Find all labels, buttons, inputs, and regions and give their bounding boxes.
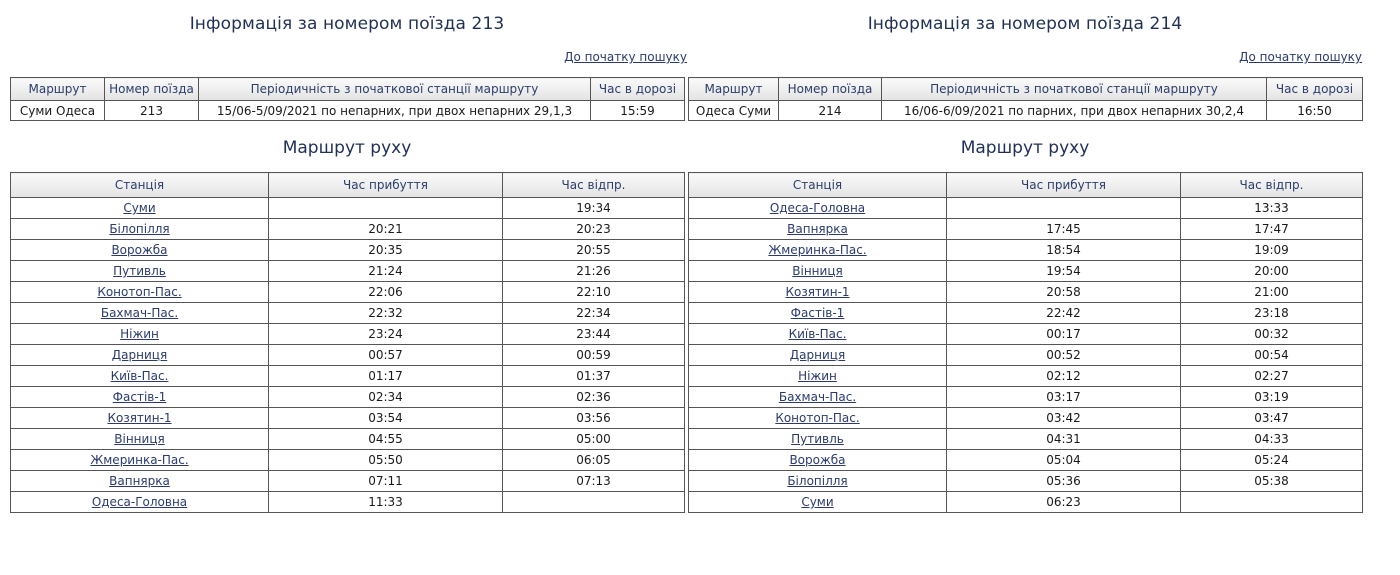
departure-time-cell: 02:36 <box>503 387 685 408</box>
station-cell <box>11 387 269 408</box>
arrival-time-cell: 20:58 <box>947 282 1181 303</box>
departure-time-cell: 21:00 <box>1181 282 1363 303</box>
departure-time-cell: 04:33 <box>1181 429 1363 450</box>
arrival-time-cell: 04:55 <box>269 429 503 450</box>
station-cell <box>689 198 947 219</box>
arrival-time-cell: 01:17 <box>269 366 503 387</box>
station-link[interactable]: Фастів-1 <box>790 306 845 320</box>
departure-time-cell: 07:13 <box>503 471 685 492</box>
table-row <box>11 101 685 121</box>
station-cell <box>11 450 269 471</box>
station-cell <box>11 240 269 261</box>
arrival-time-cell: 00:17 <box>947 324 1181 345</box>
table-row <box>689 429 1363 450</box>
departure-time-cell: 03:19 <box>1181 387 1363 408</box>
departure-time-cell: 22:34 <box>503 303 685 324</box>
departure-time-cell: 00:54 <box>1181 345 1363 366</box>
table-row <box>11 324 685 345</box>
table-row <box>11 303 685 324</box>
station-link[interactable]: Путивль <box>113 264 166 278</box>
column-header-travel-time: Час в дорозі <box>591 78 685 101</box>
station-link[interactable]: Вапнярка <box>787 222 848 236</box>
arrival-time-cell: 18:54 <box>947 240 1181 261</box>
column-header-station: Станція <box>689 173 947 198</box>
column-header-departure: Час відпр. <box>503 173 685 198</box>
arrival-time-cell: 02:12 <box>947 366 1181 387</box>
station-cell <box>689 240 947 261</box>
station-link[interactable]: Жмеринка-Пас. <box>90 453 189 467</box>
arrival-time-cell: 20:21 <box>269 219 503 240</box>
route-schedule-table <box>10 172 685 513</box>
station-cell <box>689 303 947 324</box>
table-row <box>689 219 1363 240</box>
arrival-time-cell: 19:54 <box>947 261 1181 282</box>
arrival-time-cell: 03:42 <box>947 408 1181 429</box>
arrival-time-cell: 05:50 <box>269 450 503 471</box>
station-cell <box>11 324 269 345</box>
column-header-route: Маршрут <box>689 78 779 101</box>
table-row <box>11 198 685 219</box>
station-cell <box>11 303 269 324</box>
table-row <box>689 282 1363 303</box>
station-cell <box>11 282 269 303</box>
station-link[interactable]: Путивль <box>791 432 844 446</box>
departure-time-cell: 05:38 <box>1181 471 1363 492</box>
departure-time-cell: 02:27 <box>1181 366 1363 387</box>
station-link[interactable]: Конотоп-Пас. <box>775 411 860 425</box>
station-link[interactable]: Дарниця <box>111 348 168 362</box>
station-cell <box>11 408 269 429</box>
station-cell <box>689 387 947 408</box>
arrival-time-cell: 02:34 <box>269 387 503 408</box>
station-cell <box>689 471 947 492</box>
station-link[interactable]: Ніжин <box>798 369 837 383</box>
departure-time-cell: 22:10 <box>503 282 685 303</box>
table-row <box>689 387 1363 408</box>
route-section-title: Маршрут руху <box>282 138 412 158</box>
column-header-periodicity: Періодичність з початкової станції маршруту <box>199 78 591 101</box>
arrival-time-cell: 00:52 <box>947 345 1181 366</box>
route-schedule-table <box>688 172 1363 513</box>
arrival-time-cell: 21:24 <box>269 261 503 282</box>
column-header-arrival: Час прибуття <box>269 173 503 198</box>
page-title: Інформація за номером поїзда 214 <box>867 14 1183 34</box>
table-row <box>689 366 1363 387</box>
station-link[interactable]: Фастів-1 <box>112 390 167 404</box>
station-link[interactable]: Ворожба <box>789 453 846 467</box>
arrival-time-cell: 20:35 <box>269 240 503 261</box>
column-header-departure: Час відпр. <box>1181 173 1363 198</box>
table-header-row <box>11 173 685 198</box>
column-header-periodicity: Періодичність з початкової станції маршруту <box>882 78 1267 101</box>
station-link[interactable]: Козятин-1 <box>785 285 850 299</box>
arrival-time-cell: 03:17 <box>947 387 1181 408</box>
station-cell <box>689 282 947 303</box>
departure-time-cell: 19:09 <box>1181 240 1363 261</box>
arrival-time-cell: 04:31 <box>947 429 1181 450</box>
table-row <box>11 408 685 429</box>
table-row <box>689 345 1363 366</box>
departure-time-cell: 20:23 <box>503 219 685 240</box>
departure-time-cell: 00:32 <box>1181 324 1363 345</box>
table-row <box>11 261 685 282</box>
train-number-cell: 213 <box>105 101 199 121</box>
table-row <box>11 219 685 240</box>
station-cell <box>11 345 269 366</box>
station-cell <box>689 219 947 240</box>
table-header-row <box>689 173 1363 198</box>
departure-time-cell: 19:34 <box>503 198 685 219</box>
table-row <box>11 366 685 387</box>
travel-time-cell: 16:50 <box>1267 101 1363 121</box>
station-cell <box>11 492 269 513</box>
table-row <box>11 282 685 303</box>
column-header-train-number: Номер поїзда <box>105 78 199 101</box>
back-to-search-link[interactable]: До початку пошуку <box>1239 50 1362 64</box>
departure-time-cell: 03:56 <box>503 408 685 429</box>
departure-time-cell: 23:44 <box>503 324 685 345</box>
arrival-time-cell: 07:11 <box>269 471 503 492</box>
table-row <box>689 303 1363 324</box>
route-cell: Суми Одеса <box>11 101 105 121</box>
travel-time-cell: 15:59 <box>591 101 685 121</box>
station-link[interactable]: Київ-Пас. <box>788 327 847 341</box>
train-info-table <box>688 77 1363 121</box>
table-row <box>689 471 1363 492</box>
station-cell <box>689 324 947 345</box>
station-link[interactable]: Козятин-1 <box>107 411 172 425</box>
station-link[interactable]: Ніжин <box>120 327 159 341</box>
station-cell <box>11 261 269 282</box>
departure-time-cell: 20:00 <box>1181 261 1363 282</box>
arrival-time-cell: 22:42 <box>947 303 1181 324</box>
departure-time-cell: 20:55 <box>503 240 685 261</box>
back-to-search-link[interactable]: До початку пошуку <box>564 50 687 64</box>
table-row <box>689 408 1363 429</box>
table-row <box>689 450 1363 471</box>
station-link[interactable]: Конотоп-Пас. <box>97 285 182 299</box>
station-cell <box>689 345 947 366</box>
station-link[interactable]: Ворожба <box>111 243 168 257</box>
station-link[interactable]: Білопілля <box>787 474 848 488</box>
arrival-time-cell: 05:04 <box>947 450 1181 471</box>
departure-time-cell <box>503 492 685 513</box>
route-section-title: Маршрут руху <box>960 138 1090 158</box>
station-cell <box>11 471 269 492</box>
station-link[interactable]: Одеса-Головна <box>769 201 866 215</box>
route-cell: Одеса Суми <box>689 101 779 121</box>
departure-time-cell: 13:33 <box>1181 198 1363 219</box>
table-row <box>11 345 685 366</box>
arrival-time-cell: 22:06 <box>269 282 503 303</box>
table-row <box>11 492 685 513</box>
column-header-station: Станція <box>11 173 269 198</box>
station-link[interactable]: Вінниця <box>114 432 165 446</box>
station-cell <box>11 198 269 219</box>
column-header-travel-time: Час в дорозі <box>1267 78 1363 101</box>
table-row <box>689 240 1363 261</box>
arrival-time-cell: 03:54 <box>269 408 503 429</box>
station-link[interactable]: Дарниця <box>789 348 846 362</box>
station-cell <box>689 429 947 450</box>
arrival-time-cell: 06:23 <box>947 492 1181 513</box>
arrival-time-cell <box>947 198 1181 219</box>
departure-time-cell: 05:24 <box>1181 450 1363 471</box>
arrival-time-cell: 23:24 <box>269 324 503 345</box>
departure-time-cell <box>1181 492 1363 513</box>
station-cell <box>11 429 269 450</box>
column-header-route: Маршрут <box>11 78 105 101</box>
table-row <box>11 387 685 408</box>
train-number-cell: 214 <box>779 101 882 121</box>
station-link[interactable]: Київ-Пас. <box>110 369 169 383</box>
arrival-time-cell: 05:36 <box>947 471 1181 492</box>
table-row <box>689 492 1363 513</box>
station-cell <box>689 366 947 387</box>
arrival-time-cell: 00:57 <box>269 345 503 366</box>
departure-time-cell: 06:05 <box>503 450 685 471</box>
table-row <box>11 450 685 471</box>
station-link[interactable]: Білопілля <box>109 222 170 236</box>
page-title: Інформація за номером поїзда 213 <box>189 14 505 34</box>
station-link[interactable]: Одеса-Головна <box>91 495 188 509</box>
table-row <box>689 261 1363 282</box>
table-row <box>11 240 685 261</box>
departure-time-cell: 01:37 <box>503 366 685 387</box>
column-header-train-number: Номер поїзда <box>779 78 882 101</box>
station-cell <box>11 366 269 387</box>
arrival-time-cell: 22:32 <box>269 303 503 324</box>
station-link[interactable]: Вінниця <box>792 264 843 278</box>
departure-time-cell: 17:47 <box>1181 219 1363 240</box>
table-row <box>689 198 1363 219</box>
table-header-row <box>11 78 685 101</box>
departure-time-cell: 03:47 <box>1181 408 1363 429</box>
station-cell <box>689 261 947 282</box>
station-cell <box>689 492 947 513</box>
column-header-arrival: Час прибуття <box>947 173 1181 198</box>
departure-time-cell: 05:00 <box>503 429 685 450</box>
station-link[interactable]: Бахмач-Пас. <box>778 390 857 404</box>
periodicity-cell: 15/06-5/09/2021 по непарних, при двох непарних 29,1,3 <box>199 101 591 121</box>
arrival-time-cell: 11:33 <box>269 492 503 513</box>
train-info-table <box>10 77 685 121</box>
table-row <box>11 471 685 492</box>
station-cell <box>11 219 269 240</box>
station-link[interactable]: Суми <box>801 495 834 509</box>
station-link[interactable]: Бахмач-Пас. <box>100 306 179 320</box>
periodicity-cell: 16/06-6/09/2021 по парних, при двох непарних 30,2,4 <box>882 101 1267 121</box>
station-cell <box>689 408 947 429</box>
station-cell <box>689 450 947 471</box>
arrival-time-cell <box>269 198 503 219</box>
station-link[interactable]: Жмеринка-Пас. <box>768 243 867 257</box>
table-row <box>11 429 685 450</box>
departure-time-cell: 21:26 <box>503 261 685 282</box>
station-link[interactable]: Суми <box>123 201 156 215</box>
table-header-row <box>689 78 1363 101</box>
table-row <box>689 324 1363 345</box>
departure-time-cell: 23:18 <box>1181 303 1363 324</box>
table-row <box>689 101 1363 121</box>
station-link[interactable]: Вапнярка <box>109 474 170 488</box>
departure-time-cell: 00:59 <box>503 345 685 366</box>
arrival-time-cell: 17:45 <box>947 219 1181 240</box>
